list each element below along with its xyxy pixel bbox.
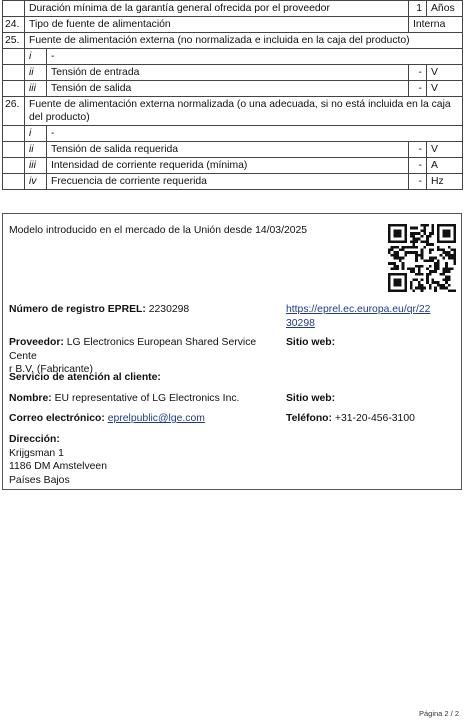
sub-unit: V bbox=[427, 65, 463, 81]
sub-roman: iii bbox=[25, 81, 47, 97]
row-label: Fuente de alimentación externa (no normalizada e incluida en la caja del producto) bbox=[25, 33, 463, 49]
table-row bbox=[3, 97, 463, 126]
address-label: Dirección: bbox=[9, 434, 60, 445]
address-line: 1186 DM Amstelveen bbox=[9, 461, 107, 472]
sub-unit: A bbox=[427, 158, 463, 174]
supplier-value-cont: r B.V. (Fabricante) bbox=[9, 364, 93, 375]
row-value: 1 bbox=[409, 1, 427, 17]
sub-label: - bbox=[47, 126, 463, 142]
email-row bbox=[9, 412, 205, 426]
row-value: Interna bbox=[409, 17, 463, 33]
page-number: Página 2 / 2 bbox=[418, 709, 459, 718]
sub-label: Tensión de salida bbox=[47, 81, 409, 97]
eprel-value: 2230298 bbox=[148, 304, 190, 315]
sub-value: - bbox=[409, 81, 427, 97]
table-row bbox=[3, 81, 463, 97]
phone-row bbox=[286, 412, 415, 426]
address-line: Krijgsman 1 bbox=[9, 447, 64, 459]
sub-unit: V bbox=[427, 81, 463, 97]
sub-roman: iii bbox=[25, 158, 47, 174]
supplier-label: Proveedor: bbox=[9, 337, 64, 348]
row-label: Tipo de fuente de alimentación bbox=[25, 17, 409, 33]
table-row bbox=[3, 33, 463, 49]
website2-label: Sitio web: bbox=[286, 393, 336, 404]
sub-label: - bbox=[47, 49, 463, 65]
eprel-url-link[interactable]: https://eprel.ec.europa.eu/qr/22 30298 bbox=[286, 304, 431, 329]
email-label: Correo electrónico: bbox=[9, 413, 105, 424]
sub-label: Tensión de salida requerida bbox=[47, 142, 409, 158]
row-num: 24. bbox=[3, 17, 25, 33]
sub-value: - bbox=[409, 142, 427, 158]
phone-label: Teléfono: bbox=[286, 413, 332, 424]
spec-table bbox=[2, 0, 463, 190]
table-row bbox=[3, 126, 463, 142]
name-row bbox=[9, 392, 239, 406]
address-block bbox=[9, 433, 107, 487]
sub-value: - bbox=[409, 174, 427, 190]
sub-roman: i bbox=[25, 126, 47, 142]
row-num: 26. bbox=[3, 97, 25, 126]
table-row bbox=[3, 65, 463, 81]
table-row bbox=[3, 17, 463, 33]
row-num bbox=[3, 1, 25, 17]
supplier-info-box bbox=[2, 213, 462, 490]
supplier-value: LG Electronics European Shared Service Cente bbox=[9, 337, 257, 362]
row-num: 25. bbox=[3, 33, 25, 49]
sub-roman: iv bbox=[25, 174, 47, 190]
row-label: Fuente de alimentación externa normalizada (o una adecuada, si no está incluida en la caja del producto) bbox=[25, 97, 463, 126]
address-line: Países Bajos bbox=[9, 474, 70, 486]
sub-unit: Hz bbox=[427, 174, 463, 190]
market-intro-text: Modelo introducido en el mercado de la Unión desde 14/03/2025 bbox=[9, 225, 308, 236]
sub-unit: V bbox=[427, 142, 463, 158]
qr-code-icon[interactable] bbox=[388, 224, 456, 292]
sub-roman: ii bbox=[25, 142, 47, 158]
phone-value: +31-20-456-3100 bbox=[334, 413, 415, 424]
sub-roman: i bbox=[25, 49, 47, 65]
table-row bbox=[3, 142, 463, 158]
sub-label: Frecuencia de corriente requerida bbox=[47, 174, 409, 190]
row-unit: Años bbox=[427, 1, 463, 17]
table-row bbox=[3, 1, 463, 17]
row-label: Duración mínima de la garantía general ofrecida por el proveedor bbox=[25, 1, 409, 17]
sub-value: - bbox=[409, 158, 427, 174]
table-row bbox=[3, 49, 463, 65]
name-label: Nombre: bbox=[9, 393, 52, 404]
table-row bbox=[3, 158, 463, 174]
service-heading: Servicio de atención al cliente: bbox=[9, 372, 161, 383]
website-label: Sitio web: bbox=[286, 337, 336, 348]
email-link[interactable]: eprelpublic@lge.com bbox=[107, 413, 205, 424]
name-value: EU representative of LG Electronics Inc. bbox=[54, 393, 240, 404]
sub-roman: ii bbox=[25, 65, 47, 81]
sub-label: Intensidad de corriente requerida (mínima) bbox=[47, 158, 409, 174]
sub-label: Tensión de entrada bbox=[47, 65, 409, 81]
eprel-registration bbox=[9, 303, 189, 317]
eprel-label: Número de registro EPREL: bbox=[9, 304, 146, 315]
table-row bbox=[3, 174, 463, 190]
sub-value: - bbox=[409, 65, 427, 81]
